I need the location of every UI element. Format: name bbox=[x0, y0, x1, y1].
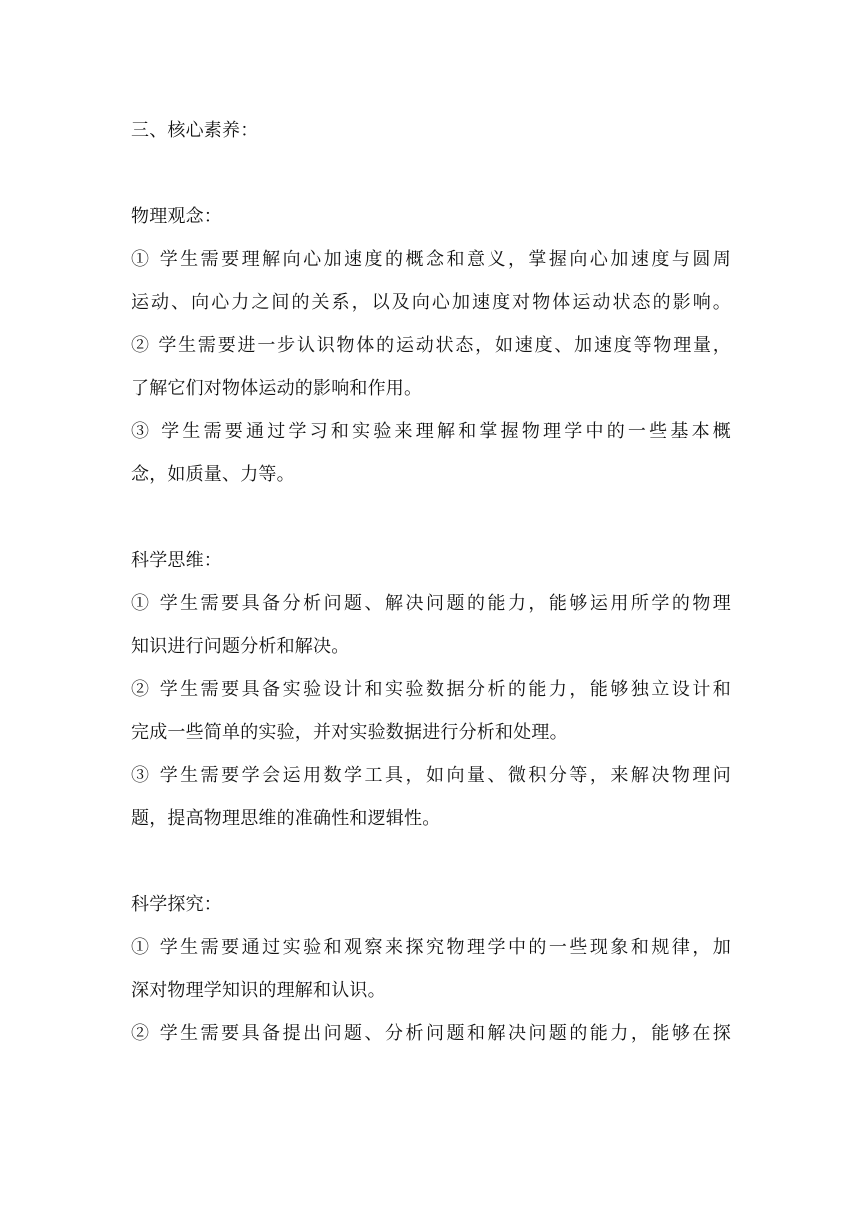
paragraph-line: ① 学生需要理解向心加速度的概念和意义，掌握向心加速度与圆周 bbox=[131, 249, 731, 270]
paragraph-line: 完成一些简单的实验，并对实验数据进行分析和处理。 bbox=[131, 722, 568, 743]
section-title: 三、核心素养： bbox=[131, 120, 259, 141]
section-heading-physics-concept: 物理观念： bbox=[131, 206, 222, 227]
paragraph-line: ② 学生需要具备提出问题、分析问题和解决问题的能力，能够在探 bbox=[131, 1023, 731, 1044]
paragraph-line: ③ 学生需要学会运用数学工具，如向量、微积分等，来解决物理问 bbox=[131, 765, 731, 786]
paragraph-line: 运动、向心力之间的关系，以及向心加速度对物体运动状态的影响。 bbox=[131, 292, 731, 313]
paragraph-line: 念，如质量、力等。 bbox=[131, 464, 295, 485]
paragraph-line: ① 学生需要通过实验和观察来探究物理学中的一些现象和规律，加 bbox=[131, 937, 731, 958]
section-heading-scientific-inquiry: 科学探究： bbox=[131, 894, 222, 915]
paragraph-line: ③ 学生需要通过学习和实验来理解和掌握物理学中的一些基本概 bbox=[131, 421, 731, 442]
paragraph-line: 题，提高物理思维的准确性和逻辑性。 bbox=[131, 808, 441, 829]
paragraph-line: ② 学生需要具备实验设计和实验数据分析的能力，能够独立设计和 bbox=[131, 679, 731, 700]
paragraph-line: 知识进行问题分析和解决。 bbox=[131, 636, 350, 657]
paragraph-line: ① 学生需要具备分析问题、解决问题的能力，能够运用所学的物理 bbox=[131, 593, 731, 614]
paragraph-line: ② 学生需要进一步认识物体的运动状态，如速度、加速度等物理量， bbox=[131, 335, 731, 356]
section-heading-scientific-thinking: 科学思维： bbox=[131, 550, 222, 571]
paragraph-line: 深对物理学知识的理解和认识。 bbox=[131, 980, 386, 1001]
paragraph-line: 了解它们对物体运动的影响和作用。 bbox=[131, 378, 423, 399]
